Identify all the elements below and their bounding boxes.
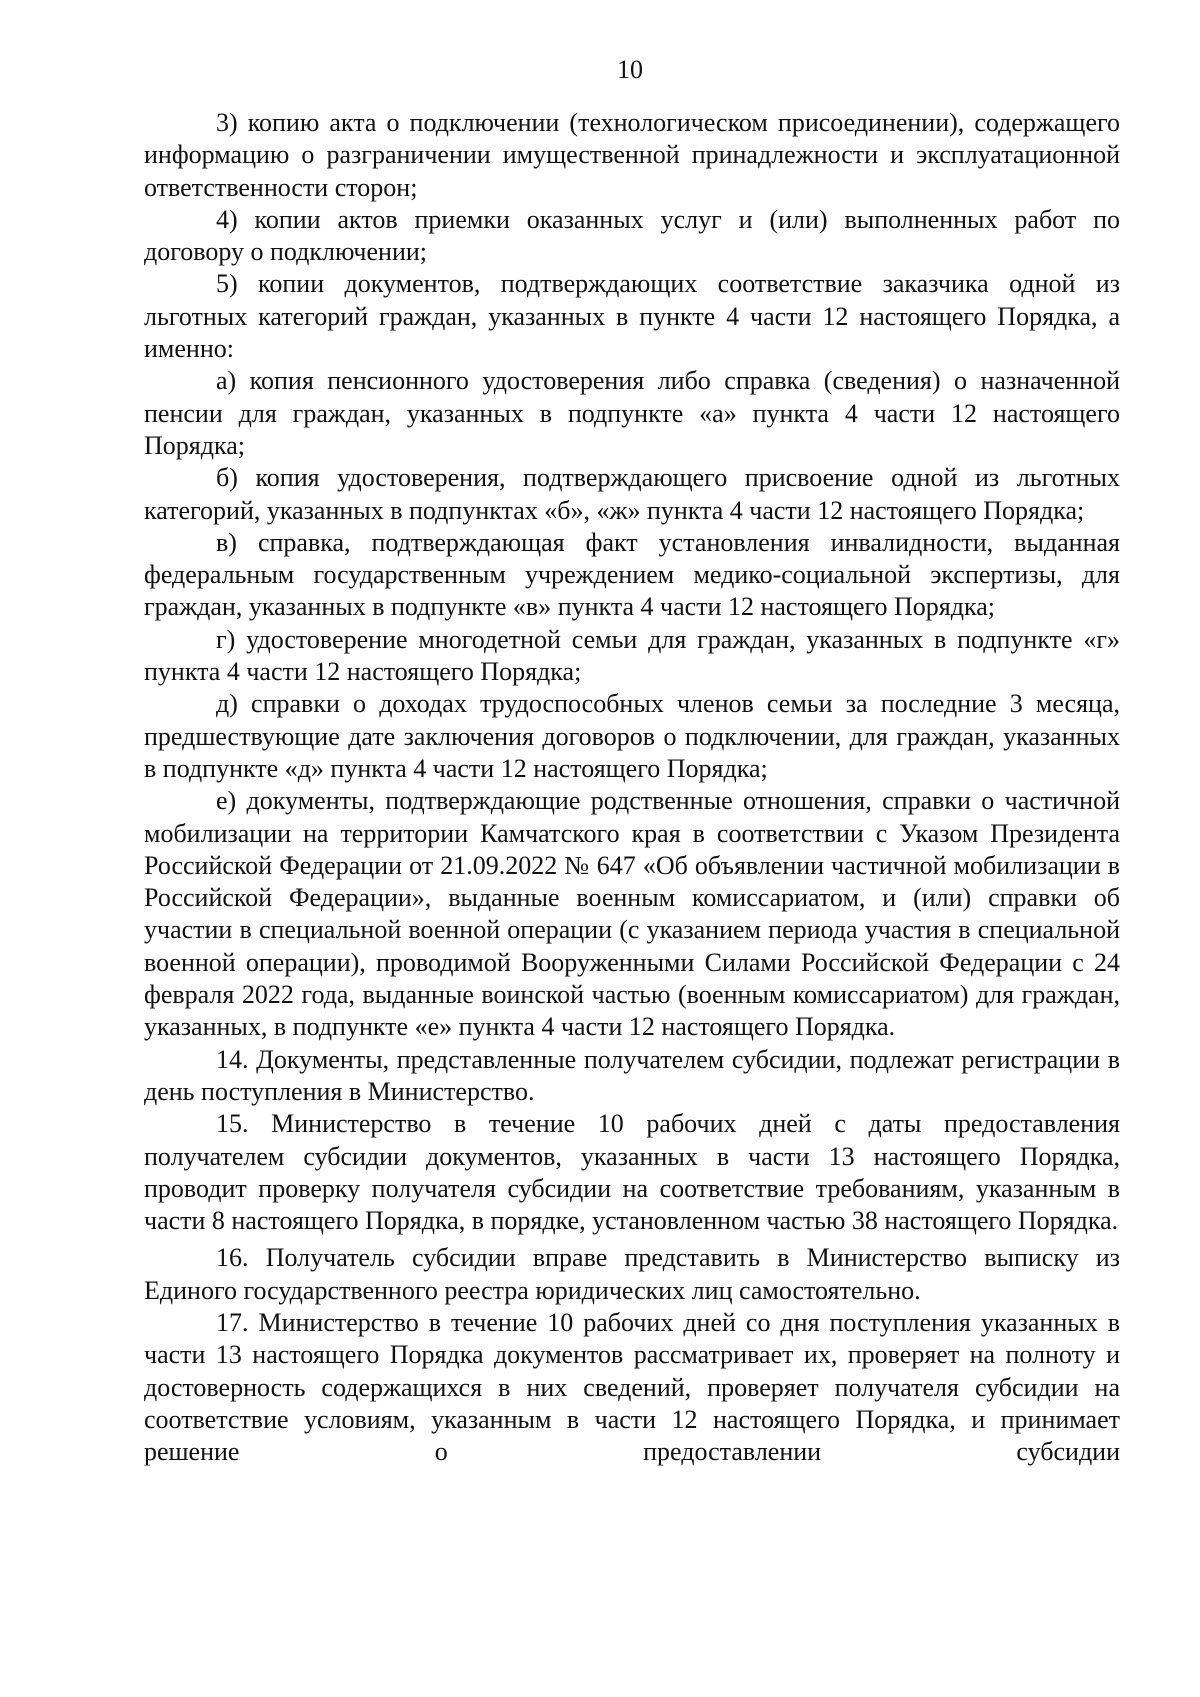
- paragraph-section-14: 14. Документы, представленные получателем субсидии, подлежат регистрации в день поступления в Министерство.: [144, 1044, 1120, 1106]
- paragraph-subitem-b: б) копия удостоверения, подтверждающего присвоение одной из льготных категорий, указанных в подпунктах «б», «ж» пункта 4 части 12 настоящего Порядка;: [144, 463, 1120, 525]
- paragraph-subitem-g: г) удостоверение многодетной семьи для граждан, указанных в подпункте «г» пункта 4 части 12 настоящего Порядка;: [144, 624, 1120, 687]
- paragraph-section-15: 15. Министерство в течение 10 рабочих дней с даты предоставления получателем субсидии документов, указанных в части 13 настоящего Порядка, проводит проверку получателя субсидии на соответствие требованиям, указанным в части 8 настоящего Порядка, в порядке, установленном частью 38 настоящего Порядка.: [144, 1109, 1120, 1236]
- paragraph-item-4: 4) копии актов приемки оказанных услуг и (или) выполненных работ по договору о подключении;: [144, 204, 1120, 267]
- page-number: 10: [617, 55, 643, 84]
- paragraph-section-16: 16. Получатель субсидии вправе представить в Министерство выписку из Единого государственного реестра юридических лиц самостоятельно.: [144, 1243, 1120, 1305]
- paragraph-subitem-e: е) документы, подтверждающие родственные отношения, справки о частичной мобилизации на территории Камчатского края в соответствии с Указом Президента Российской Федерации от 21.09.2022 № 647 «Об объявлении частичной мобилизации в Российской Федерации», выданные военным комиссариатом, и (или) справки об участии в специальной военной операции (с указанием периода участия в специальной военной операции), проводимой Вооруженными Силами Российской Федерации с 24 февраля 2022 года, выданные воинской частью (военным комиссариатом) для граждан, указанных, в подпункте «е» пункта 4 части 12 настоящего Порядка.: [144, 786, 1120, 1042]
- paragraph-subitem-v: в) справка, подтверждающая факт установления инвалидности, выданная федеральным государственным учреждением медико-социальной экспертизы, для граждан, указанных в подпункте «в» пункта 4 части 12 настоящего Порядка;: [144, 527, 1120, 622]
- paragraph-subitem-a: а) копия пенсионного удостоверения либо справка (сведения) о назначенной пенсии для граждан, указанных в подпункте «а» пункта 4 части 12 настоящего Порядка;: [144, 366, 1120, 460]
- paragraph-subitem-d: д) справки о доходах трудоспособных членов семьи за последние 3 месяца, предшествующие дате заключения договоров о подключении, для граждан, указанных в подпункте «д» пункта 4 части 12 настоящего Порядка;: [144, 689, 1120, 783]
- paragraph-item-5: 5) копии документов, подтверждающих соответствие заказчика одной из льготных категорий граждан, указанных в пункте 4 части 12 настоящего Порядка, а именно:: [144, 269, 1120, 364]
- paragraph-item-3: 3) копию акта о подключении (технологическом присоединении), содержащего информацию о разграничении имущественной принадлежности и эксплуатационной ответственности сторон;: [144, 108, 1120, 202]
- document-body: [144, 107, 1120, 1468]
- paragraph-section-17: 17. Министерство в течение 10 рабочих дней со дня поступления указанных в части 13 настоящего Порядка документов рассматривает их, проверяет на полноту и достоверность содержащихся в них сведений, проверяет получателя субсидии на соответствие условиям, указанным в части 12 настоящего Порядка, и принимает решение о предоставлении субсидии: [144, 1307, 1120, 1467]
